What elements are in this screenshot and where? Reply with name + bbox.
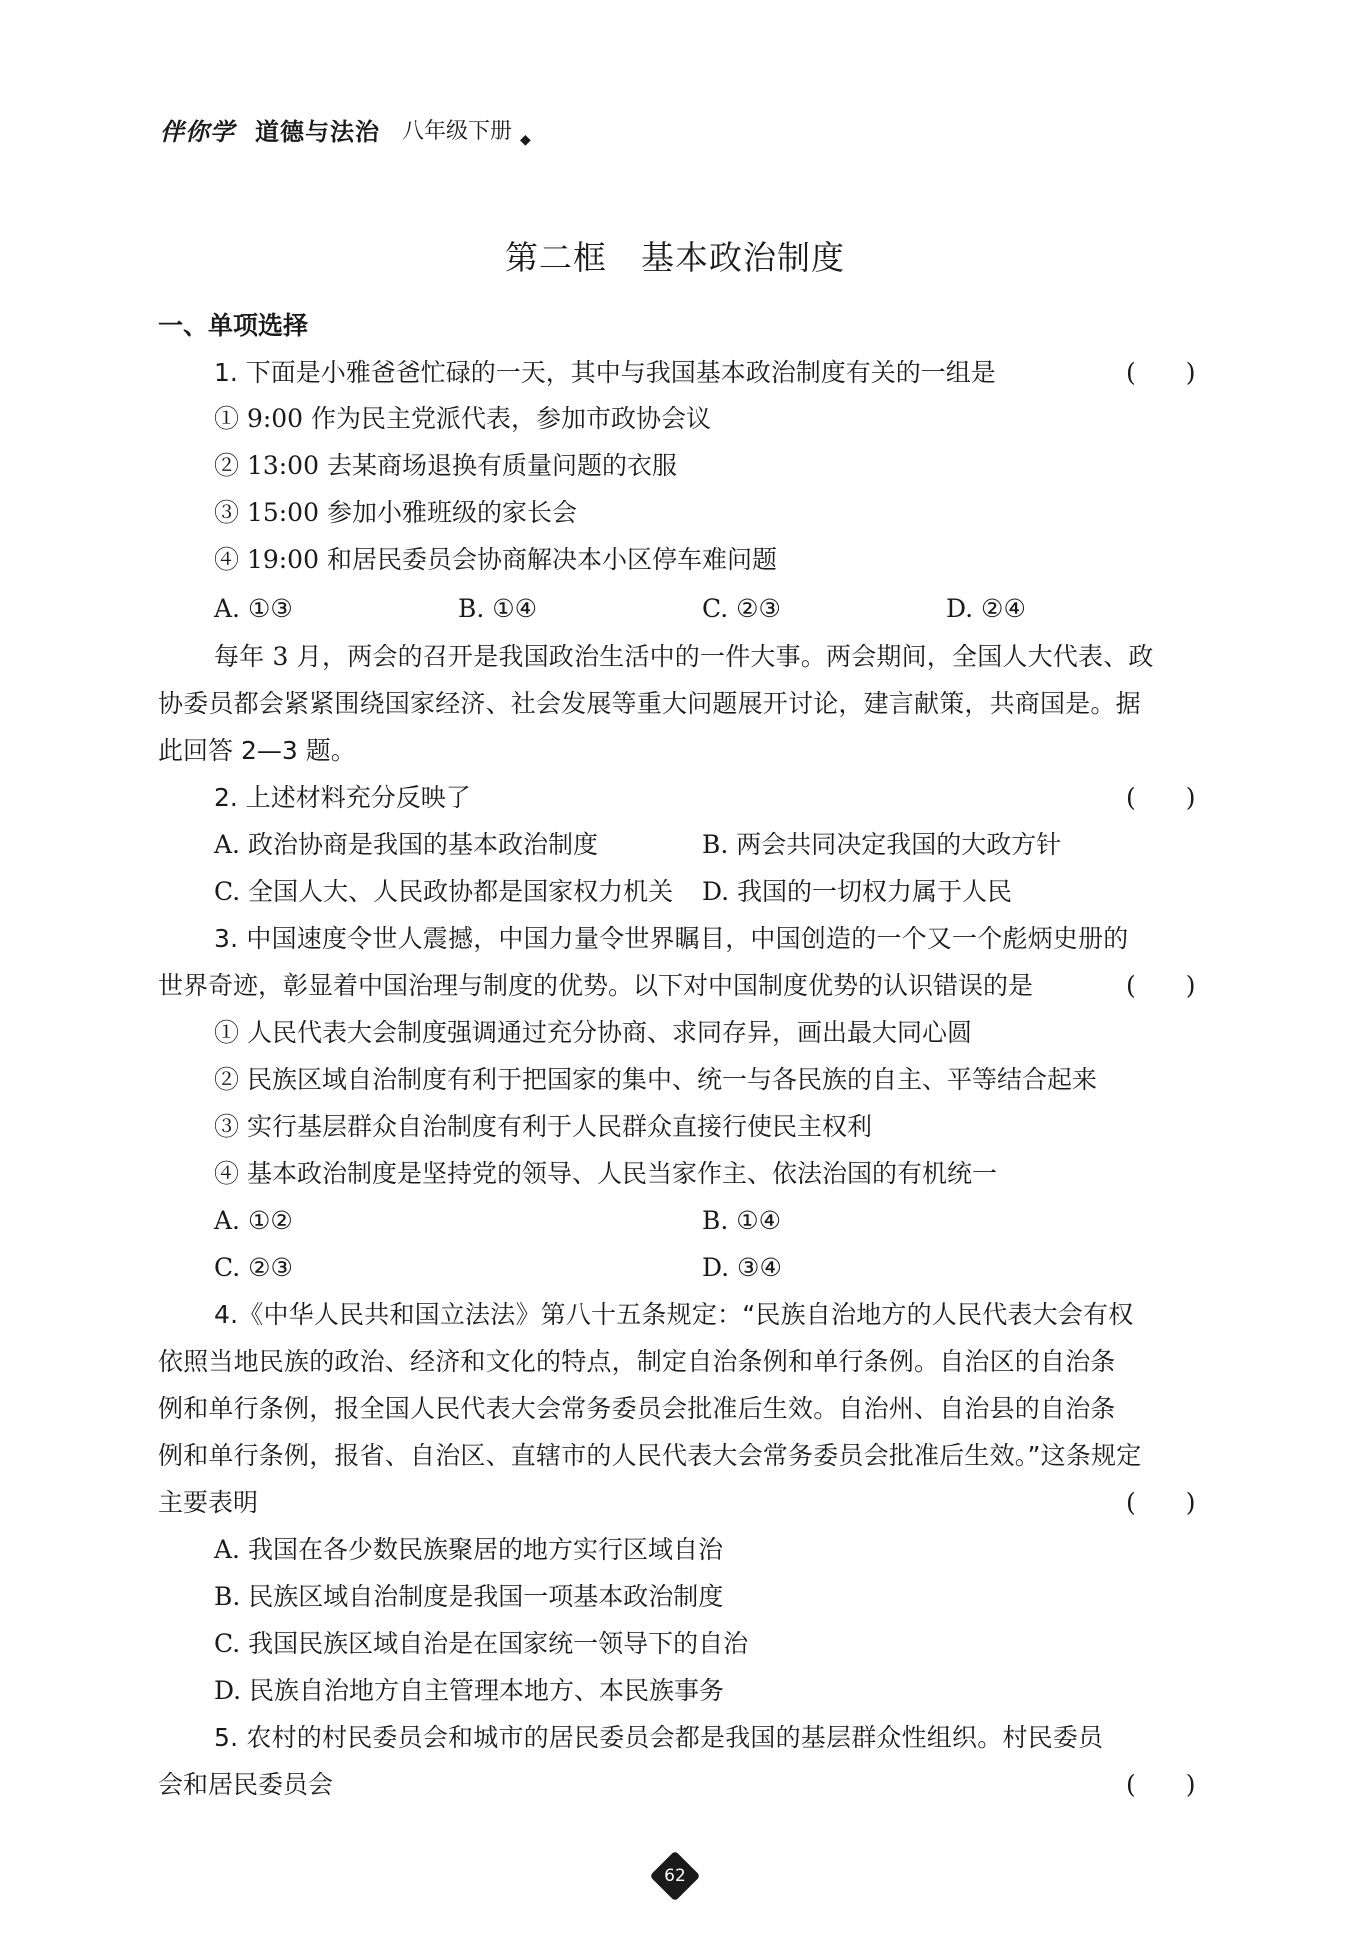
material-line-2: 协委员都会紧紧围绕国家经济、社会发展等重大问题展开讨论，建言献策，共商国是。据 (158, 689, 1141, 718)
q1-item-1: ① 9:00 作为民主党派代表，参加市政协会议 (214, 404, 712, 433)
q2-option-c: C. 全国人大、人民政协都是国家权力机关 (214, 877, 674, 906)
q2-answer-bracket: ( ) (1126, 783, 1196, 812)
q3-stem-line-2: 世界奇迹，彰显着中国治理与制度的优势。以下对中国制度优势的认识错误的是 (158, 971, 1034, 1000)
running-header (160, 112, 531, 147)
page-number: 62 (664, 1866, 686, 1886)
q4-option-b: B. 民族区域自治制度是我国一项基本政治制度 (214, 1582, 724, 1611)
q4-stem-line-2: 依照当地民族的政治、经济和文化的特点，制定自治条例和单行条例。自治区的自治条 (158, 1347, 1116, 1376)
q1-answer-bracket: ( ) (1126, 358, 1196, 387)
q2-stem: 2. 上述材料充分反映了 (214, 783, 471, 812)
q4-option-d: D. 民族自治地方自主管理本地方、本民族事务 (214, 1676, 725, 1705)
q5-stem-line-2: 会和居民委员会 (158, 1770, 334, 1799)
page-number-badge (657, 1858, 693, 1894)
q4-stem-line-4: 例和单行条例，报省、自治区、直辖市的人民代表大会常务委员会批准后生效。”这条规定 (158, 1441, 1142, 1470)
q3-option-a: A. ①② (214, 1206, 293, 1235)
header-diamond-icon: ◆ (520, 131, 531, 148)
q1-option-b: B. ①④ (458, 594, 538, 623)
header-subject: 道德与法治 (255, 118, 380, 146)
q4-option-c: C. 我国民族区域自治是在国家统一领导下的自治 (214, 1629, 749, 1658)
q3-option-c: C. ②③ (214, 1253, 293, 1282)
q3-item-1: ① 人民代表大会制度强调通过充分协商、求同存异，画出最大同心圆 (214, 1018, 972, 1047)
q1-option-c: C. ②③ (702, 594, 781, 623)
q4-stem-line-1: 4.《中华人民共和国立法法》第八十五条规定：“民族自治地方的人民代表大会有权 (214, 1300, 1134, 1329)
material-line-3: 此回答 2—3 题。 (158, 736, 356, 765)
q1-option-a: A. ①③ (214, 594, 293, 623)
q3-item-2: ② 民族区域自治制度有利于把国家的集中、统一与各民族的自主、平等结合起来 (214, 1065, 1097, 1094)
q4-stem-line-5: 主要表明 (158, 1488, 259, 1517)
q3-option-d: D. ③④ (702, 1253, 782, 1282)
q2-option-a: A. 政治协商是我国的基本政治制度 (214, 830, 598, 859)
q2-option-b: B. 两会共同决定我国的大政方针 (702, 830, 1062, 859)
q4-option-a: A. 我国在各少数民族聚居的地方实行区域自治 (214, 1535, 723, 1564)
q3-answer-bracket: ( ) (1126, 971, 1196, 1000)
q5-answer-bracket: ( ) (1126, 1770, 1196, 1799)
q3-option-b: B. ①④ (702, 1206, 782, 1235)
q5-stem-line-1: 5. 农村的村民委员会和城市的居民委员会都是我国的基层群众性组织。村民委员 (214, 1723, 1104, 1752)
q4-stem-line-3: 例和单行条例，报全国人民代表大会常务委员会批准后生效。自治州、自治县的自治条 (158, 1394, 1116, 1423)
q1-item-3: ③ 15:00 参加小雅班级的家长会 (214, 498, 577, 527)
q1-item-4: ④ 19:00 和居民委员会协商解决本小区停车难问题 (214, 545, 777, 574)
q2-option-d: D. 我国的一切权力属于人民 (702, 877, 1013, 906)
q1-option-d: D. ②④ (946, 594, 1026, 623)
section-heading: 一、单项选择 (158, 311, 309, 340)
q3-item-4: ④ 基本政治制度是坚持党的领导、人民当家作主、依法治国的有机统一 (214, 1159, 997, 1188)
q4-answer-bracket: ( ) (1126, 1488, 1196, 1517)
material-line-1: 每年 3 月，两会的召开是我国政治生活中的一件大事。两会期间，全国人大代表、政 (214, 642, 1154, 671)
q1-item-2: ② 13:00 去某商场退换有质量问题的衣服 (214, 451, 677, 480)
q1-stem: 1. 下面是小雅爸爸忙碌的一天，其中与我国基本政治制度有关的一组是 (214, 358, 996, 387)
lesson-title: 第二框 基本政治制度 (505, 238, 845, 277)
header-brand: 伴你学 (160, 118, 235, 146)
header-grade: 八年级下册 (402, 119, 513, 144)
q3-stem-line-1: 3. 中国速度令世人震撼，中国力量令世界瞩目，中国创造的一个又一个彪炳史册的 (214, 924, 1129, 953)
q3-item-3: ③ 实行基层群众自治制度有利于人民群众直接行使民主权利 (214, 1112, 872, 1141)
